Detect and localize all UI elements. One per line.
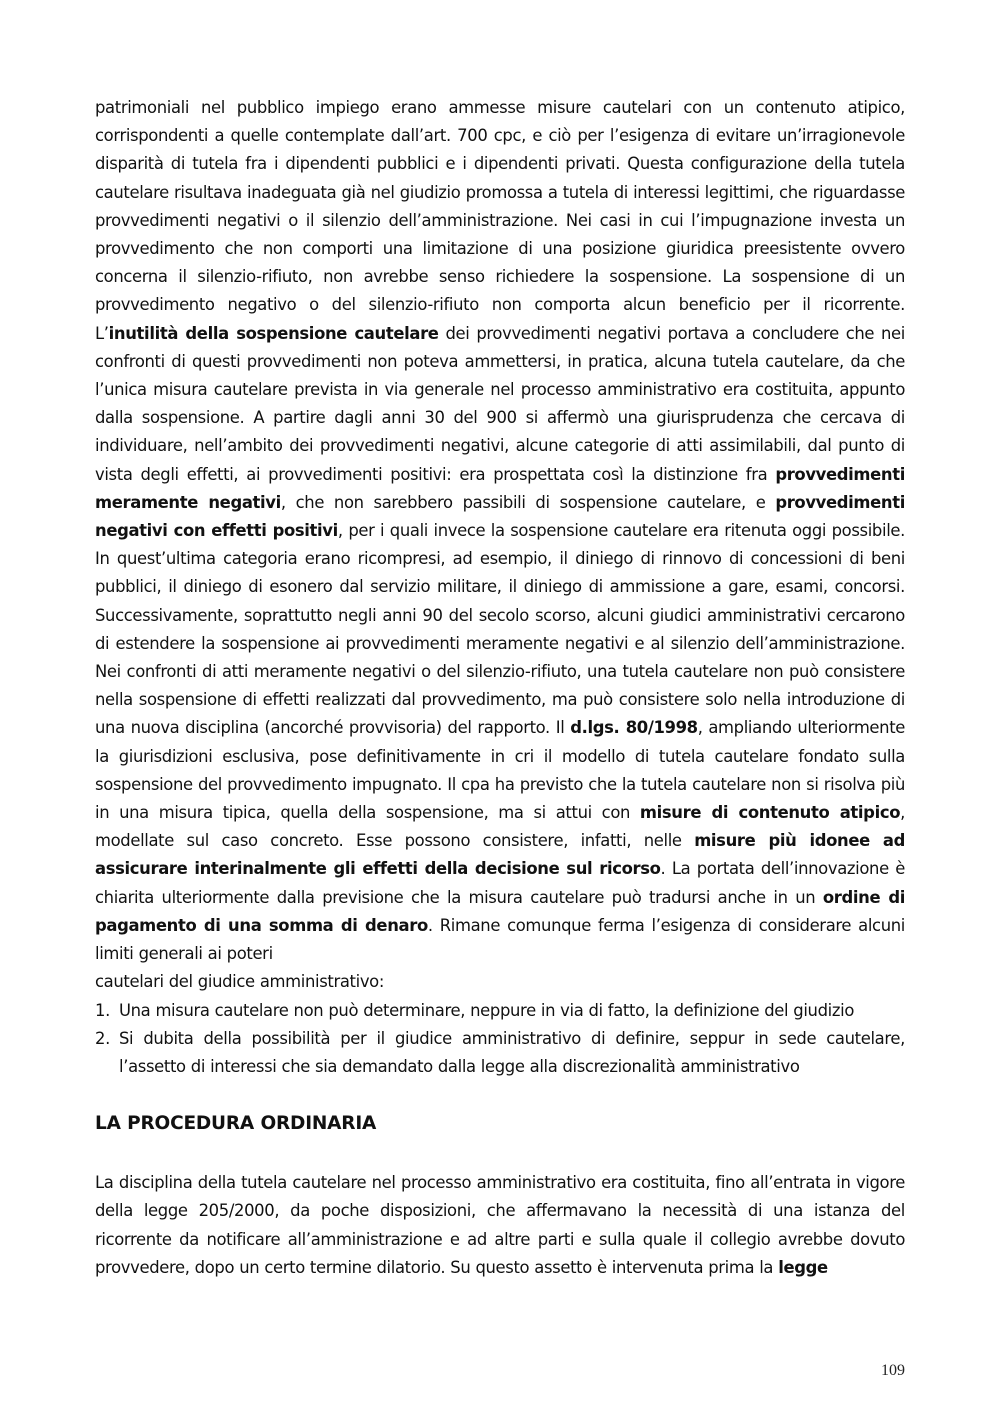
- text-run: , che non sarebbero passibili di sospensione cautelare, e: [280, 492, 776, 512]
- list-item: [95, 1025, 905, 1081]
- paragraph-tail-line: cautelari del giudice amministrativo:: [95, 972, 385, 992]
- list-item-number: 2.: [95, 1028, 110, 1048]
- text-run: , per i quali invece la sospensione cautelare era ritenuta oggi possibile. In quest’ultima categoria erano ricompresi, ad esempio, il diniego di rinnovo di concessioni di beni pubblici, il diniego di esonero dal servizio militare, il diniego di ammissione a gare, esami, concorsi. Successivamente, soprattutto negli anni 90 del secolo scorso, alcuni giudici amministrativi cercarono di estendere la sospensione ai provvedimenti meramente negativi e al silenzio dell’amministrazione. Nei confronti di atti meramente negativi o del silenzio-rifiuto, una tutela cautelare non può consistere nella sospensione di effetti realizzati dal provvedimento, ma può consistere solo nella introduzione di una nuova disciplina (ancorché provvisoria) del rapporto. Il: [95, 521, 905, 738]
- text-run: dei provvedimenti negativi portava a concludere che nei confronti di questi provvedimenti non poteva ammettersi, in pratica, alcuna tutela cautelare, da che l’unica misura cautelare prevista in via generale nel processo amministrativo era costituita, appunto dalla sospensione. A partire dagli anni 30 del 900 si affermò una giurisprudenza che cercava di individuare, nell’ambito dei provvedimenti negativi, alcune categorie di atti assimilabili, dal punto di vista degli effetti, ai provvedimenti positivi: era prospettata così la distinzione fra: [95, 323, 905, 484]
- text-run: , modellate sul caso concreto. Esse possono consistere, infatti, nelle: [95, 803, 905, 851]
- bold-run: ordine di pagamento di una somma di denaro: [95, 887, 905, 935]
- list-item-text: Una misura cautelare non può determinare, neppure in via di fatto, la definizione del giudizio: [119, 1000, 854, 1020]
- list-item: [95, 997, 905, 1025]
- bold-run: legge: [778, 1257, 828, 1277]
- list-item-text: Si dubita della possibilità per il giudice amministrativo di definire, seppur in sede cautelare, l’assetto di interessi che sia demandato dalla legge alla discrezionalità amministrativo: [119, 1028, 905, 1076]
- text-run: , ampliando ulteriormente la giurisdizioni esclusiva, pose definitivamente in cri il modello di tutela cautelare fondato sulla sospensione del provvedimento impugnato. Il cpa ha previsto che la tutela cautelare non si risolva più in una misura tipica, quella della sospensione, ma si attui con: [95, 718, 906, 823]
- bold-run: provvedimenti negativi con effetti positivi: [95, 492, 905, 541]
- page-number: 109: [881, 1362, 905, 1379]
- section-heading: LA PROCEDURA ORDINARIA: [95, 1113, 377, 1135]
- bold-run: provvedimenti meramente negativi: [95, 464, 905, 512]
- text-run: . Rimane comunque ferma l’esigenza di considerare alcuni limiti generali ai poteri: [95, 915, 906, 964]
- bold-run: inutilità della sospensione cautelare: [108, 323, 439, 343]
- bold-run: misure più idonee ad assicurare interinalmente gli effetti della decisione sul ricorso: [95, 831, 906, 879]
- numbered-list: [95, 997, 905, 1082]
- bold-run: misure di contenuto atipico: [639, 803, 901, 823]
- list-item-number: 1.: [95, 1000, 110, 1020]
- body-paragraph: [95, 1169, 905, 1282]
- bold-run: d.lgs. 80/1998: [570, 718, 698, 738]
- text-run: . La portata dell’innovazione è chiarita ulteriormente dalla previsione che la misura cautelare può tradursi anche in un: [95, 859, 905, 907]
- text-run: patrimoniali nel pubblico impiego erano ammesse misure cautelari con un contenuto atipico, corrispondenti a quelle contemplate dall’art. 700 cpc, e ciò per l’esigenza di evitare un’irragionevole disparità di tutela fra i dipendenti pubblici e i dipendenti privati. Questa configurazione della tutela cautelare risultava inadeguata già nel giudizio promossa a tutela di interessi legittimi, che riguardasse provvedimenti negativi o il silenzio dell’amministrazione. Nei casi in cui l’impugnazione investa un provvedimento che non comporti una limitazione di una posizione giuridica preesistente ovvero concerna il silenzio-rifiuto, non avrebbe senso richiedere la sospensione. La sospensione di un provvedimento negativo o del silenzio-rifiuto non comporta alcun beneficio per il ricorrente. L’: [95, 98, 905, 343]
- page-content: [95, 94, 905, 1282]
- body-paragraph: [95, 94, 905, 968]
- text-run: La disciplina della tutela cautelare nel processo amministrativo era costituita, fino all’entrata in vigore della legge 205/2000, da poche disposizioni, che affermavano la necessità di una istanza del ricorrente da notificare all’amministrazione e ad altre parti e sulla quale il collegio avrebbe dovuto provvedere, dopo un certo termine dilatorio. Su questo assetto è intervenuta prima la: [95, 1173, 905, 1277]
